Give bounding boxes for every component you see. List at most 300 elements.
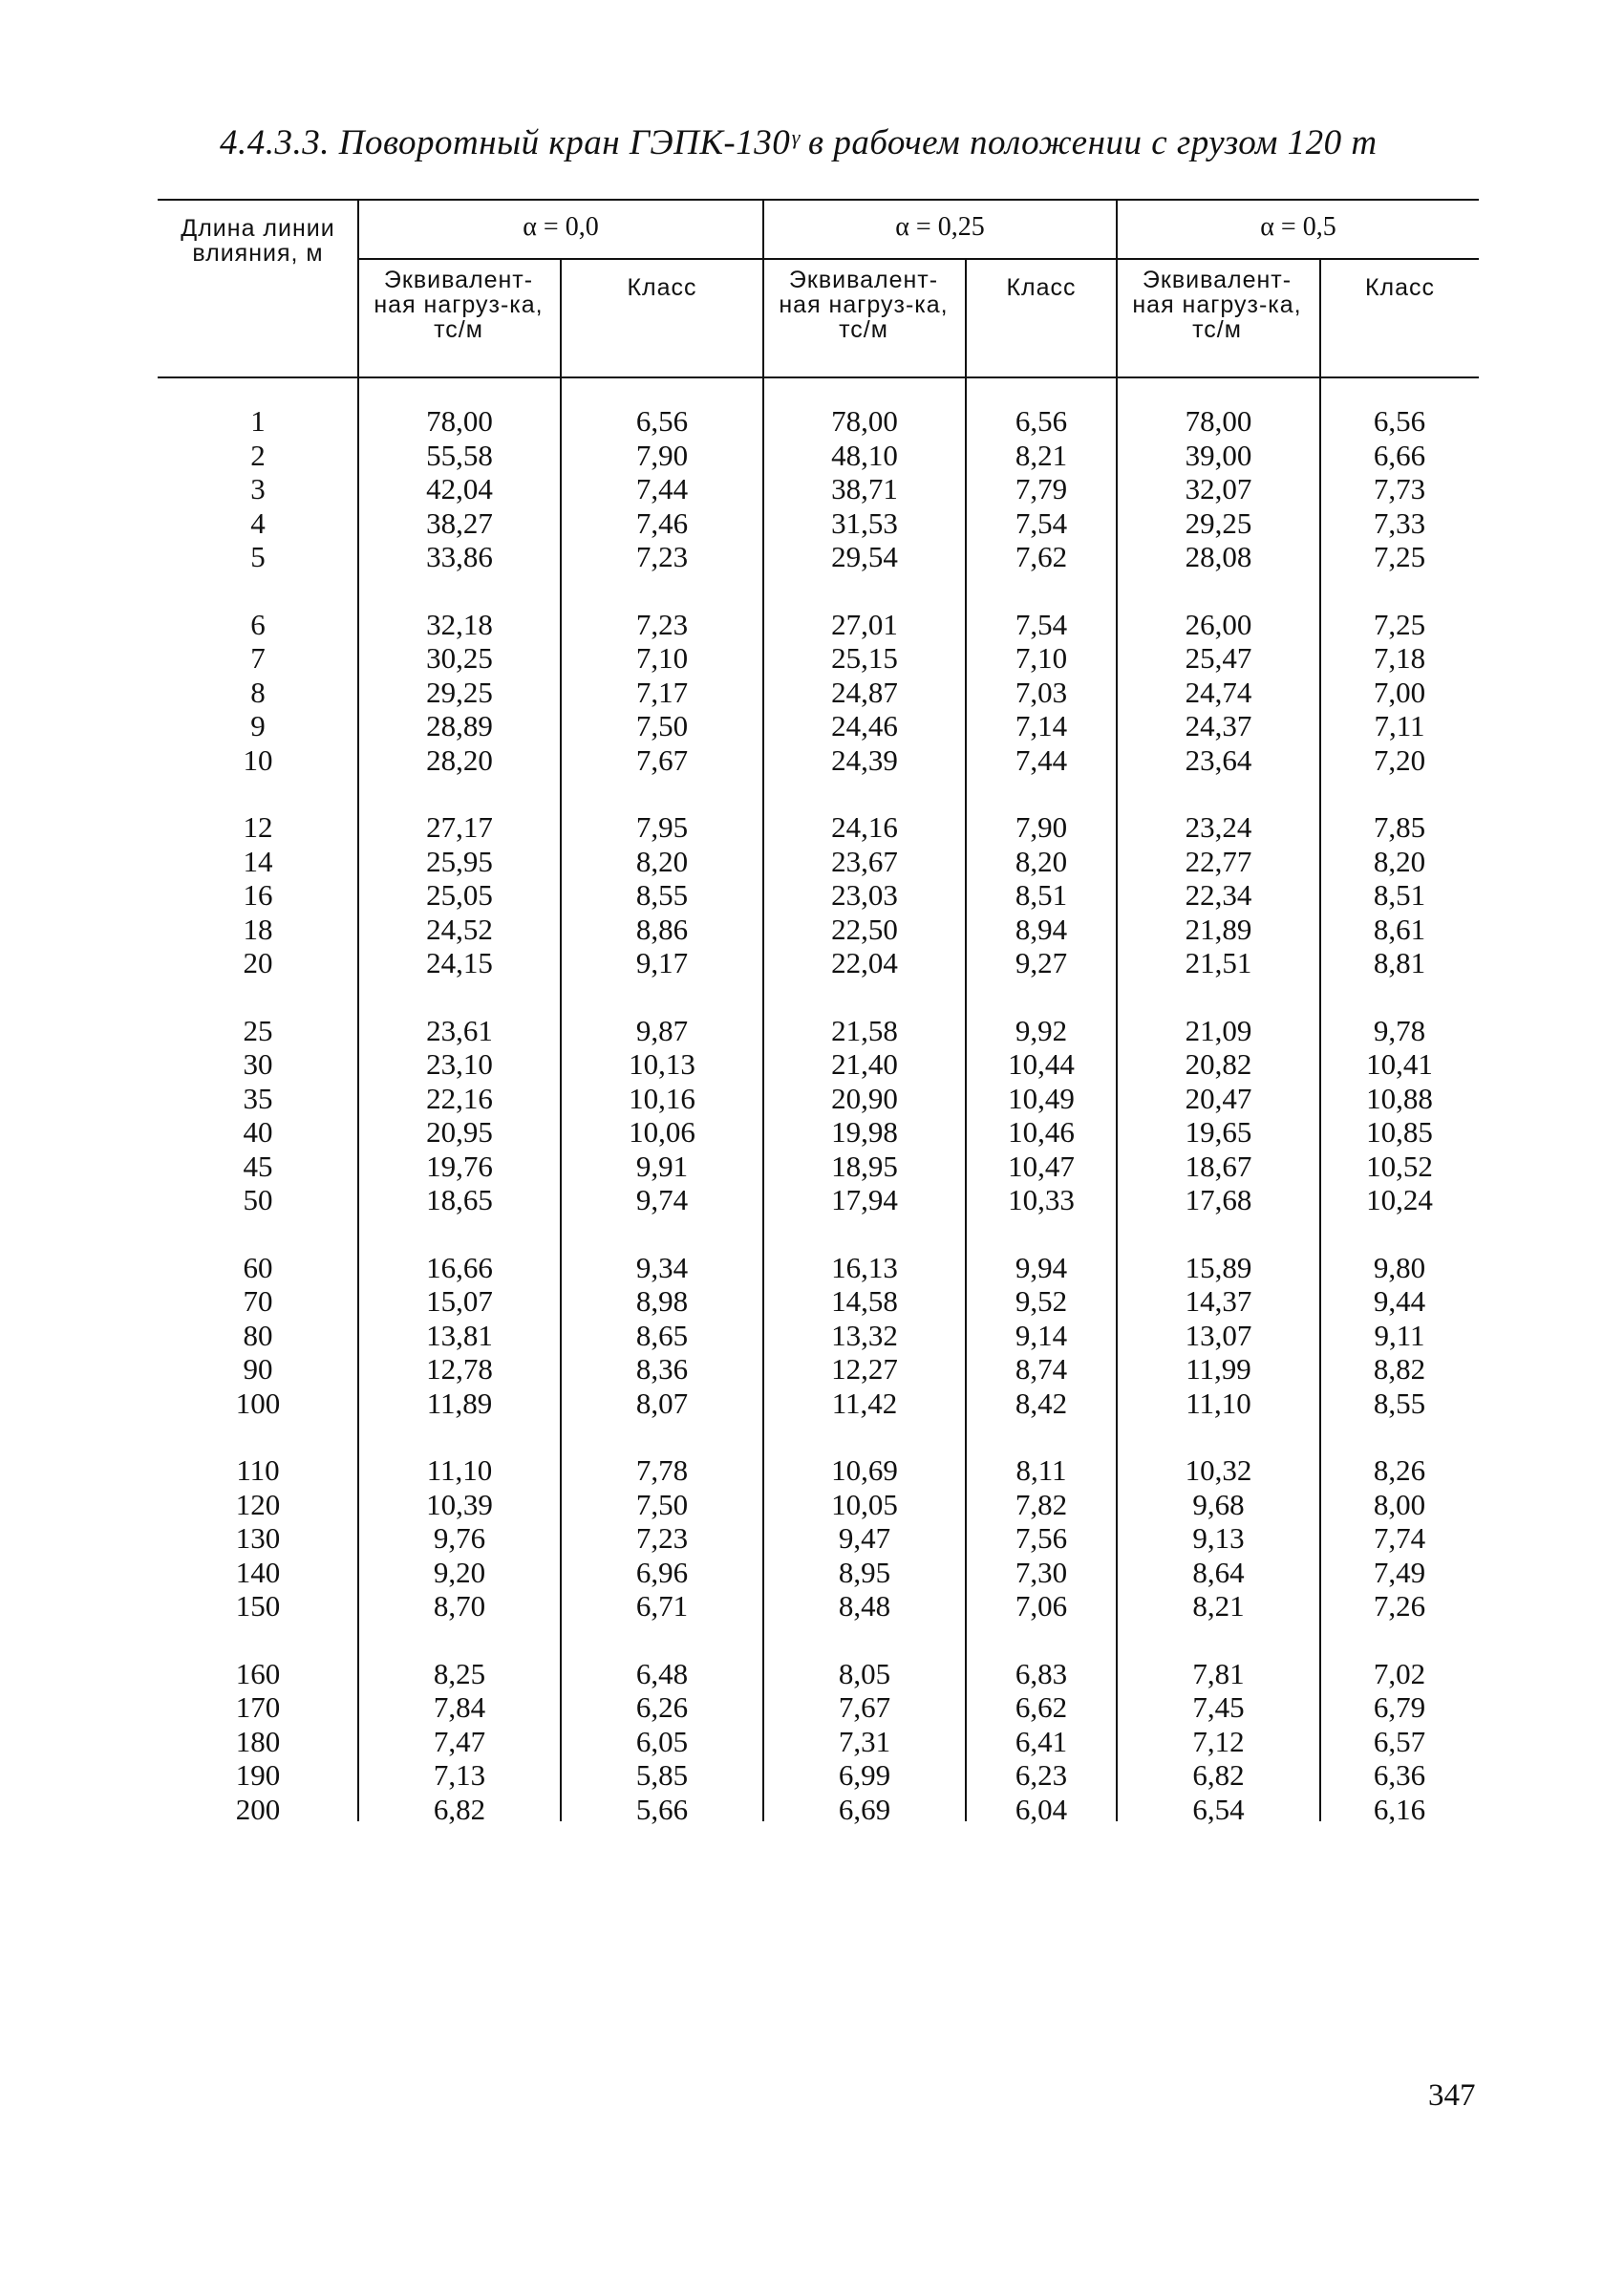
table-cell: 27,17 bbox=[426, 810, 493, 844]
table-cell: 8,61 bbox=[1373, 912, 1426, 946]
table-cell: 9,78 bbox=[1373, 1013, 1426, 1047]
table-cell: 7,54 bbox=[1015, 505, 1068, 540]
table-cell: 6,82 bbox=[1192, 1758, 1245, 1792]
table-cell: 7,00 bbox=[1373, 675, 1426, 709]
table-cell: 190 bbox=[235, 1758, 281, 1792]
table-row bbox=[158, 608, 1479, 642]
table-cell: 9,47 bbox=[838, 1521, 891, 1555]
table-cell: 8,82 bbox=[1373, 1352, 1426, 1386]
header-alpha-025: α = 0,25 bbox=[895, 212, 985, 242]
table-cell: 28,20 bbox=[426, 742, 493, 777]
table-row bbox=[158, 1150, 1479, 1184]
table-cell: 30,25 bbox=[426, 641, 493, 675]
table-cell: 9,17 bbox=[635, 946, 689, 979]
table-cell: 8,07 bbox=[635, 1386, 689, 1420]
table-cell: 23,64 bbox=[1185, 742, 1252, 777]
table-cell: 9,14 bbox=[1015, 1318, 1068, 1352]
table-cell: 80 bbox=[243, 1318, 273, 1352]
table-row bbox=[158, 1453, 1479, 1488]
table-row bbox=[158, 709, 1479, 743]
table-cell: 25,95 bbox=[426, 844, 493, 878]
table-cell: 10,05 bbox=[831, 1487, 898, 1521]
table-cell: 24,46 bbox=[831, 709, 898, 742]
page-number: 347 bbox=[1428, 2078, 1476, 2113]
table-cell: 8,95 bbox=[838, 1555, 891, 1589]
table-cell: 6,05 bbox=[635, 1724, 689, 1758]
table-row bbox=[158, 1251, 1479, 1285]
table-cell: 19,65 bbox=[1185, 1115, 1252, 1149]
table-cell: 8,25 bbox=[433, 1656, 486, 1690]
table-cell: 160 bbox=[235, 1656, 281, 1690]
table-cell: 10,33 bbox=[1008, 1183, 1075, 1216]
table-cell: 8,81 bbox=[1373, 946, 1426, 979]
table-cell: 1 bbox=[250, 404, 266, 438]
table-cell: 7,67 bbox=[635, 742, 689, 777]
table-cell: 6,16 bbox=[1373, 1792, 1426, 1826]
table-cell: 7,14 bbox=[1015, 709, 1068, 742]
header-bottom-rule bbox=[158, 376, 1479, 378]
table-cell: 8,86 bbox=[635, 912, 689, 946]
table-cell: 6,36 bbox=[1373, 1758, 1426, 1792]
table-row bbox=[158, 404, 1479, 439]
table-cell: 26,00 bbox=[1185, 607, 1252, 641]
table-cell: 32,18 bbox=[426, 607, 493, 641]
table-cell: 10,41 bbox=[1366, 1047, 1433, 1081]
table-cell: 10,47 bbox=[1008, 1149, 1075, 1183]
table-cell: 7,74 bbox=[1373, 1521, 1426, 1555]
table-cell: 8,00 bbox=[1373, 1487, 1426, 1521]
table-cell: 7,90 bbox=[635, 438, 689, 472]
table-cell: 6,56 bbox=[1373, 404, 1426, 438]
table-row bbox=[158, 810, 1479, 845]
table-cell: 16,13 bbox=[831, 1250, 898, 1284]
table-row bbox=[158, 1488, 1479, 1522]
table-cell: 7,18 bbox=[1373, 641, 1426, 675]
table-cell: 9,20 bbox=[433, 1555, 486, 1589]
table-cell: 15,07 bbox=[426, 1284, 493, 1318]
table-row bbox=[158, 1521, 1479, 1556]
table-cell: 7,73 bbox=[1373, 472, 1426, 505]
table-cell: 7,84 bbox=[433, 1690, 486, 1724]
table-row bbox=[158, 1387, 1479, 1421]
row-group bbox=[158, 1657, 1479, 1827]
table-cell: 12 bbox=[243, 810, 273, 844]
table-row bbox=[158, 506, 1479, 541]
table-row bbox=[158, 845, 1479, 879]
table-cell: 100 bbox=[235, 1386, 281, 1420]
table-cell: 18,67 bbox=[1185, 1149, 1252, 1183]
table-cell: 140 bbox=[235, 1555, 281, 1589]
table-cell: 10,16 bbox=[629, 1081, 695, 1115]
table-cell: 2 bbox=[250, 438, 266, 472]
table-cell: 7,79 bbox=[1015, 472, 1068, 505]
table-row bbox=[158, 1352, 1479, 1387]
row-group bbox=[158, 608, 1479, 778]
table-cell: 39,00 bbox=[1185, 438, 1252, 472]
table-cell: 10,49 bbox=[1008, 1081, 1075, 1115]
table-cell: 7,20 bbox=[1373, 742, 1426, 777]
table-cell: 19,76 bbox=[426, 1149, 493, 1183]
table-cell: 29,25 bbox=[1185, 505, 1252, 540]
table-cell: 10,13 bbox=[629, 1047, 695, 1081]
table-cell: 8,48 bbox=[838, 1589, 891, 1623]
table-cell: 10,85 bbox=[1366, 1115, 1433, 1149]
table-cell: 9,94 bbox=[1015, 1250, 1068, 1284]
table-row bbox=[158, 1115, 1479, 1150]
table-cell: 6,96 bbox=[635, 1555, 689, 1589]
table-cell: 24,15 bbox=[426, 946, 493, 979]
subheader-rule bbox=[358, 258, 1479, 260]
table-cell: 14,58 bbox=[831, 1284, 898, 1318]
table-cell: 7,25 bbox=[1373, 607, 1426, 641]
table-row bbox=[158, 641, 1479, 676]
table-cell: 18 bbox=[243, 912, 273, 946]
table-cell: 7,12 bbox=[1192, 1724, 1245, 1758]
row-group bbox=[158, 810, 1479, 980]
header-alpha-0: α = 0,0 bbox=[523, 212, 599, 242]
table-row bbox=[158, 1047, 1479, 1082]
table-cell: 24,37 bbox=[1185, 709, 1252, 742]
table-cell: 8,55 bbox=[1373, 1386, 1426, 1420]
table-row bbox=[158, 1183, 1479, 1217]
table-cell: 6,82 bbox=[433, 1792, 486, 1826]
table-cell: 78,00 bbox=[1185, 404, 1252, 438]
header-eq-load: Эквивалент-ная нагруз-ка, тс/м bbox=[779, 267, 949, 343]
table-cell: 6,71 bbox=[635, 1589, 689, 1623]
table-cell: 11,89 bbox=[426, 1386, 493, 1420]
table-cell: 14 bbox=[243, 844, 273, 878]
table-cell: 120 bbox=[235, 1487, 281, 1521]
table-row bbox=[158, 913, 1479, 947]
table-cell: 6,04 bbox=[1015, 1792, 1068, 1826]
table-cell: 8,42 bbox=[1015, 1386, 1068, 1420]
table-cell: 6,56 bbox=[635, 404, 689, 438]
table-cell: 30 bbox=[243, 1047, 273, 1081]
table-row bbox=[158, 743, 1479, 778]
table-cell: 6,41 bbox=[1015, 1724, 1068, 1758]
table-cell: 28,08 bbox=[1185, 540, 1252, 573]
row-group bbox=[158, 404, 1479, 574]
table-cell: 7,11 bbox=[1374, 709, 1425, 742]
table-cell: 6,23 bbox=[1015, 1758, 1068, 1792]
table-cell: 7,30 bbox=[1015, 1555, 1068, 1589]
table-cell: 90 bbox=[243, 1352, 273, 1386]
table-cell: 9,13 bbox=[1192, 1521, 1245, 1555]
table-cell: 48,10 bbox=[831, 438, 898, 472]
table-cell: 13,81 bbox=[426, 1318, 493, 1352]
row-group bbox=[158, 1453, 1479, 1623]
table-cell: 20,82 bbox=[1185, 1047, 1252, 1081]
table-cell: 45 bbox=[243, 1149, 273, 1183]
table-cell: 25 bbox=[243, 1013, 273, 1047]
table-cell: 150 bbox=[235, 1589, 281, 1623]
table-cell: 6,66 bbox=[1373, 438, 1426, 472]
table-cell: 170 bbox=[235, 1690, 281, 1724]
table-cell: 10,44 bbox=[1008, 1047, 1075, 1081]
table-cell: 18,65 bbox=[426, 1183, 493, 1216]
table-cell: 70 bbox=[243, 1284, 273, 1318]
table-cell: 10,52 bbox=[1366, 1149, 1433, 1183]
table-row bbox=[158, 540, 1479, 574]
table-cell: 20,90 bbox=[831, 1081, 898, 1115]
table-cell: 9,92 bbox=[1015, 1013, 1068, 1047]
table-cell: 32,07 bbox=[1185, 472, 1252, 505]
header-eq-load: Эквивалент-ная нагруз-ка, тс/м bbox=[374, 267, 544, 343]
table-cell: 50 bbox=[243, 1183, 273, 1216]
table-cell: 7,25 bbox=[1373, 540, 1426, 573]
table-row bbox=[158, 1690, 1479, 1725]
row-group bbox=[158, 1014, 1479, 1217]
table-row bbox=[158, 676, 1479, 710]
header-alpha-05: α = 0,5 bbox=[1260, 212, 1336, 242]
table-cell: 7,47 bbox=[433, 1724, 486, 1758]
table-cell: 31,53 bbox=[831, 505, 898, 540]
header-class: Класс bbox=[1364, 274, 1436, 301]
table-cell: 21,89 bbox=[1185, 912, 1252, 946]
table-cell: 17,94 bbox=[831, 1183, 898, 1216]
table-cell: 8,94 bbox=[1015, 912, 1068, 946]
table-row bbox=[158, 439, 1479, 473]
table-cell: 6,57 bbox=[1373, 1724, 1426, 1758]
table-cell: 25,05 bbox=[426, 878, 493, 912]
header-eq-load: Эквивалент-ная нагруз-ка, тс/м bbox=[1132, 267, 1302, 343]
table-cell: 6,54 bbox=[1192, 1792, 1245, 1826]
table-cell: 40 bbox=[243, 1115, 273, 1149]
table-cell: 9,11 bbox=[1374, 1318, 1425, 1352]
table-cell: 12,27 bbox=[831, 1352, 898, 1386]
table-cell: 7,45 bbox=[1192, 1690, 1245, 1724]
table-cell: 20,47 bbox=[1185, 1081, 1252, 1115]
table-cell: 7,50 bbox=[635, 709, 689, 742]
table-cell: 7,26 bbox=[1373, 1589, 1426, 1623]
table-cell: 6,99 bbox=[838, 1758, 891, 1792]
table-cell: 11,10 bbox=[426, 1453, 493, 1487]
table-cell: 24,16 bbox=[831, 810, 898, 844]
table-cell: 35 bbox=[243, 1081, 273, 1115]
table-cell: 7,13 bbox=[433, 1758, 486, 1792]
table-cell: 20 bbox=[243, 946, 273, 979]
table-cell: 3 bbox=[250, 472, 266, 505]
table-cell: 7,31 bbox=[838, 1724, 891, 1758]
table-row bbox=[158, 1657, 1479, 1691]
row-group bbox=[158, 1251, 1479, 1421]
table-cell: 24,52 bbox=[426, 912, 493, 946]
table-row bbox=[158, 1725, 1479, 1759]
table-cell: 9,74 bbox=[635, 1183, 689, 1216]
table-cell: 8,74 bbox=[1015, 1352, 1068, 1386]
table-cell: 7,67 bbox=[838, 1690, 891, 1724]
table-cell: 10,06 bbox=[629, 1115, 695, 1149]
table-cell: 130 bbox=[235, 1521, 281, 1555]
table-cell: 7,23 bbox=[635, 540, 689, 573]
table-cell: 110 bbox=[236, 1453, 280, 1487]
table-cell: 60 bbox=[243, 1250, 273, 1284]
table-cell: 23,67 bbox=[831, 844, 898, 878]
table-cell: 9,91 bbox=[635, 1149, 689, 1183]
table-cell: 9 bbox=[250, 709, 266, 742]
table-cell: 10,24 bbox=[1366, 1183, 1433, 1216]
table-cell: 200 bbox=[235, 1792, 281, 1826]
table-cell: 8,70 bbox=[433, 1589, 486, 1623]
header-length: Длина линии влияния, м bbox=[181, 215, 335, 267]
table-cell: 24,87 bbox=[831, 675, 898, 709]
table-cell: 6,56 bbox=[1015, 404, 1068, 438]
table-row bbox=[158, 878, 1479, 913]
table-cell: 4 bbox=[250, 505, 266, 540]
table-body bbox=[158, 404, 1479, 1860]
table-cell: 7 bbox=[250, 641, 266, 675]
table-row bbox=[158, 1014, 1479, 1048]
table-cell: 8,65 bbox=[635, 1318, 689, 1352]
table-cell: 7,78 bbox=[635, 1453, 689, 1487]
table-cell: 8,51 bbox=[1373, 878, 1426, 912]
table-cell: 11,99 bbox=[1186, 1352, 1251, 1386]
table-cell: 18,95 bbox=[831, 1149, 898, 1183]
table-top-rule bbox=[158, 199, 1479, 201]
table-cell: 7,46 bbox=[635, 505, 689, 540]
header-class: Класс bbox=[627, 274, 697, 301]
table-cell: 7,81 bbox=[1192, 1656, 1245, 1690]
header-class: Класс bbox=[1006, 274, 1077, 301]
table-cell: 8,20 bbox=[1373, 844, 1426, 878]
table-cell: 9,27 bbox=[1015, 946, 1068, 979]
table-cell: 33,86 bbox=[426, 540, 493, 573]
table-cell: 7,10 bbox=[635, 641, 689, 675]
table-row bbox=[158, 1284, 1479, 1319]
table-cell: 8,26 bbox=[1373, 1453, 1426, 1487]
table-row bbox=[158, 946, 1479, 980]
table-cell: 22,04 bbox=[831, 946, 898, 979]
table-cell: 9,80 bbox=[1373, 1250, 1426, 1284]
table-cell: 23,61 bbox=[426, 1013, 493, 1047]
table-row bbox=[158, 1082, 1479, 1116]
table-cell: 8,21 bbox=[1015, 438, 1068, 472]
table-cell: 7,49 bbox=[1373, 1555, 1426, 1589]
table-cell: 10,88 bbox=[1366, 1081, 1433, 1115]
table-cell: 21,51 bbox=[1185, 946, 1252, 979]
table-cell: 7,44 bbox=[635, 472, 689, 505]
table-cell: 22,77 bbox=[1185, 844, 1252, 878]
table-row bbox=[158, 1758, 1479, 1793]
table-cell: 6 bbox=[250, 607, 266, 641]
table-cell: 7,23 bbox=[635, 1521, 689, 1555]
table-cell: 5,85 bbox=[635, 1758, 689, 1792]
table-cell: 180 bbox=[235, 1724, 281, 1758]
table-cell: 13,07 bbox=[1185, 1318, 1252, 1352]
table-cell: 8,21 bbox=[1192, 1589, 1245, 1623]
table-cell: 8,98 bbox=[635, 1284, 689, 1318]
table-cell: 7,85 bbox=[1373, 810, 1426, 844]
table-cell: 11,42 bbox=[831, 1386, 898, 1420]
table-cell: 8,20 bbox=[635, 844, 689, 878]
table-cell: 6,62 bbox=[1015, 1690, 1068, 1724]
table-cell: 5,66 bbox=[635, 1792, 689, 1826]
table-cell: 7,33 bbox=[1373, 505, 1426, 540]
table-cell: 8 bbox=[250, 675, 266, 709]
table-cell: 10 bbox=[243, 742, 273, 777]
table-cell: 7,17 bbox=[635, 675, 689, 709]
table-row bbox=[158, 1556, 1479, 1590]
table-cell: 78,00 bbox=[831, 404, 898, 438]
table-cell: 7,90 bbox=[1015, 810, 1068, 844]
table-cell: 7,50 bbox=[635, 1487, 689, 1521]
table-cell: 10,32 bbox=[1185, 1453, 1252, 1487]
table-cell: 6,69 bbox=[838, 1792, 891, 1826]
table-cell: 23,10 bbox=[426, 1047, 493, 1081]
table-cell: 25,47 bbox=[1185, 641, 1252, 675]
table-cell: 11,10 bbox=[1186, 1386, 1251, 1420]
table-row bbox=[158, 1319, 1479, 1353]
table-cell: 6,48 bbox=[635, 1656, 689, 1690]
table-cell: 21,40 bbox=[831, 1047, 898, 1081]
table-cell: 23,24 bbox=[1185, 810, 1252, 844]
table-cell: 21,58 bbox=[831, 1013, 898, 1047]
table-cell: 8,64 bbox=[1192, 1555, 1245, 1589]
table-cell: 16 bbox=[243, 878, 273, 912]
table-row bbox=[158, 472, 1479, 506]
table-cell: 9,34 bbox=[635, 1250, 689, 1284]
table-cell: 24,39 bbox=[831, 742, 898, 777]
table-cell: 17,68 bbox=[1185, 1183, 1252, 1216]
table-cell: 7,02 bbox=[1373, 1656, 1426, 1690]
table-cell: 9,76 bbox=[433, 1521, 486, 1555]
table-cell: 29,25 bbox=[426, 675, 493, 709]
table-cell: 6,26 bbox=[635, 1690, 689, 1724]
table-cell: 24,74 bbox=[1185, 675, 1252, 709]
table-cell: 8,20 bbox=[1015, 844, 1068, 878]
table-cell: 8,36 bbox=[635, 1352, 689, 1386]
table-cell: 7,06 bbox=[1015, 1589, 1068, 1623]
table-cell: 8,55 bbox=[635, 878, 689, 912]
table-cell: 7,82 bbox=[1015, 1487, 1068, 1521]
table-cell: 7,54 bbox=[1015, 607, 1068, 641]
table-cell: 7,10 bbox=[1015, 641, 1068, 675]
table-cell: 23,03 bbox=[831, 878, 898, 912]
table-cell: 19,98 bbox=[831, 1115, 898, 1149]
table-cell: 9,44 bbox=[1373, 1284, 1426, 1318]
table-cell: 10,39 bbox=[426, 1487, 493, 1521]
table-cell: 22,50 bbox=[831, 912, 898, 946]
table-cell: 7,44 bbox=[1015, 742, 1068, 777]
table-cell: 14,37 bbox=[1185, 1284, 1252, 1318]
table-cell: 12,78 bbox=[426, 1352, 493, 1386]
table-row bbox=[158, 1589, 1479, 1623]
table-cell: 21,09 bbox=[1185, 1013, 1252, 1047]
table-cell: 8,05 bbox=[838, 1656, 891, 1690]
table-cell: 9,68 bbox=[1192, 1487, 1245, 1521]
table-cell: 28,89 bbox=[426, 709, 493, 742]
table-cell: 10,46 bbox=[1008, 1115, 1075, 1149]
table-cell: 22,34 bbox=[1185, 878, 1252, 912]
table-cell: 25,15 bbox=[831, 641, 898, 675]
table-cell: 38,27 bbox=[426, 505, 493, 540]
table-cell: 38,71 bbox=[831, 472, 898, 505]
table-cell: 9,87 bbox=[635, 1013, 689, 1047]
table-cell: 78,00 bbox=[426, 404, 493, 438]
table-cell: 13,32 bbox=[831, 1318, 898, 1352]
table-cell: 8,51 bbox=[1015, 878, 1068, 912]
table-cell: 16,66 bbox=[426, 1250, 493, 1284]
table-cell: 7,23 bbox=[635, 607, 689, 641]
table-cell: 7,95 bbox=[635, 810, 689, 844]
table-cell: 27,01 bbox=[831, 607, 898, 641]
table-cell: 7,56 bbox=[1015, 1521, 1068, 1555]
table-cell: 15,89 bbox=[1185, 1250, 1252, 1284]
table-cell: 6,83 bbox=[1015, 1656, 1068, 1690]
table-cell: 7,03 bbox=[1015, 675, 1068, 709]
table-cell: 9,52 bbox=[1015, 1284, 1068, 1318]
table-cell: 42,04 bbox=[426, 472, 493, 505]
